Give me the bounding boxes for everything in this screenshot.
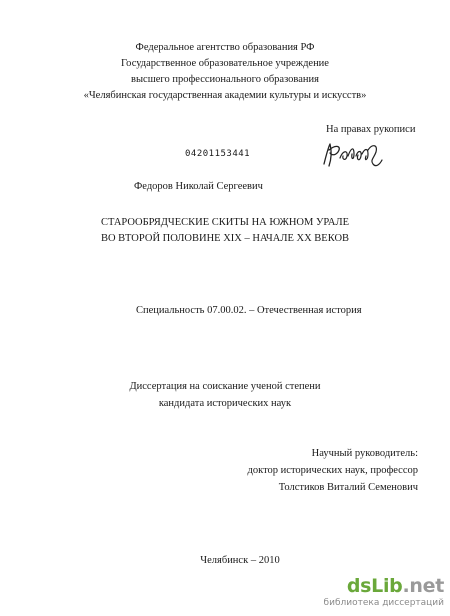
dissertation-title xyxy=(0,215,450,247)
supervisor-block xyxy=(0,445,418,496)
institution-header xyxy=(0,40,450,104)
supervisor-degree: доктор исторических наук, профессор xyxy=(247,465,418,476)
specialty-line: Специальность 07.00.02. – Отечественная история xyxy=(136,305,362,316)
degree-line-1: Диссертация на соискание ученой степени xyxy=(129,381,321,392)
logo-net: .net xyxy=(402,575,444,597)
degree-line-2: кандидата исторических наук xyxy=(158,398,292,409)
supervisor-name: Толстиков Виталий Семенович xyxy=(278,482,418,493)
watermark-subtitle: библиотека диссертаций xyxy=(323,598,444,608)
header-line-education: высшего профессионального образования xyxy=(131,74,319,85)
registration-code: 04201153441 xyxy=(185,149,251,159)
header-line-institution: Государственное образовательное учреждение xyxy=(121,58,329,69)
logo-ds: ds xyxy=(346,575,372,597)
title-line-1: СТАРООБРЯДЧЕСКИЕ СКИТЫ НА ЮЖНОМ УРАЛЕ xyxy=(100,217,350,228)
handwritten-signature xyxy=(318,138,388,170)
author-name: Федоров Николай Сергеевич xyxy=(134,181,263,192)
header-line-agency: Федеральное агентство образования РФ xyxy=(135,42,315,53)
logo-lib: Lib xyxy=(371,575,403,597)
header-line-academy: «Челябинская государственная академии культуры и искусств» xyxy=(83,90,367,101)
city-year: Челябинск – 2010 xyxy=(200,555,280,566)
manuscript-rights-label: На правах рукописи xyxy=(326,124,416,135)
title-line-2: ВО ВТОРОЙ ПОЛОВИНЕ XIX – НАЧАЛЕ XX ВЕКОВ xyxy=(100,233,350,244)
degree-statement xyxy=(0,378,450,412)
supervisor-heading: Научный руководитель: xyxy=(311,448,418,459)
dslib-watermark xyxy=(310,575,448,613)
dslib-logo xyxy=(347,575,444,597)
